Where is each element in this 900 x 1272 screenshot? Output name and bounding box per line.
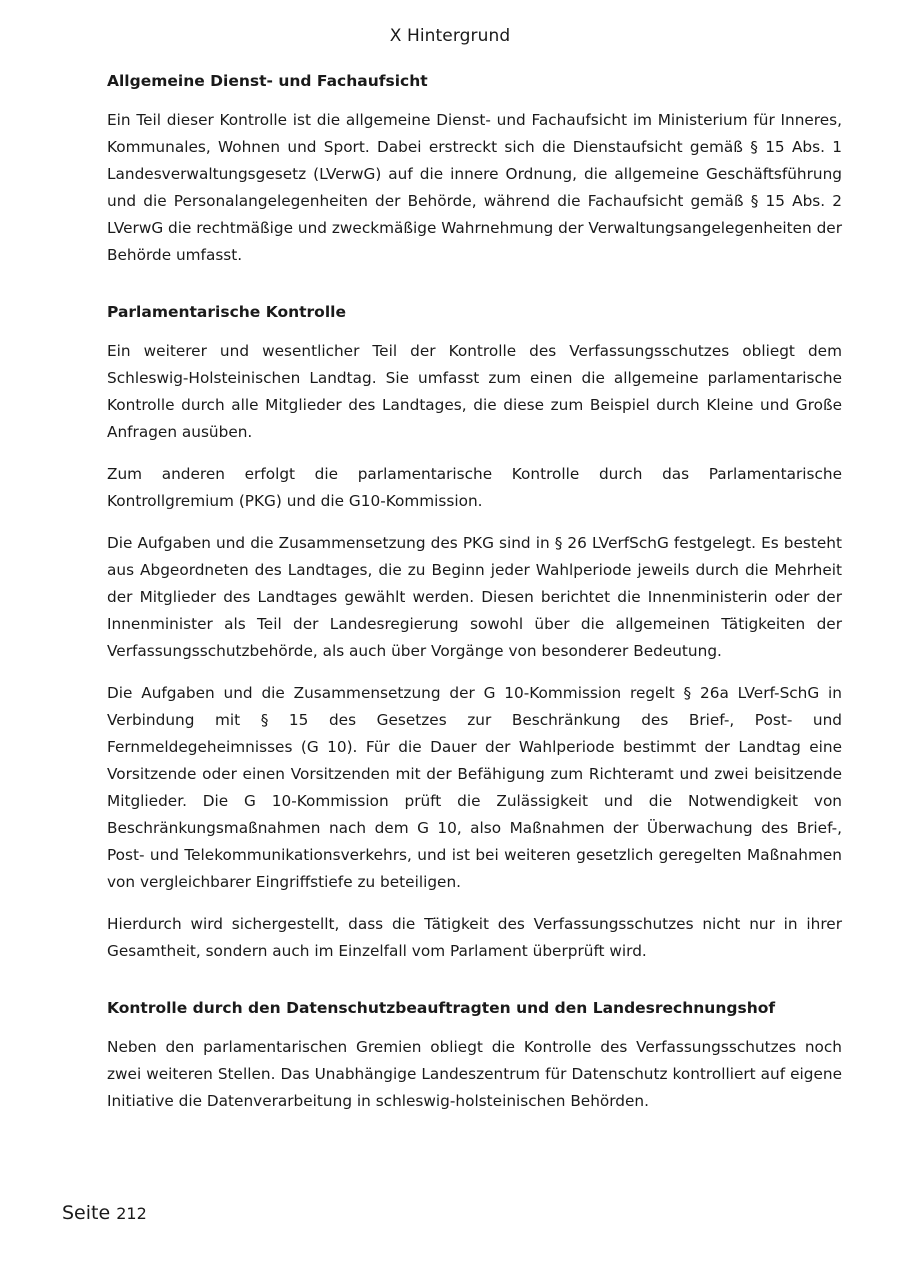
section-heading: Allgemeine Dienst- und Fachaufsicht xyxy=(107,72,428,90)
section-parlamentarische-kontrolle xyxy=(107,299,842,965)
section-datenschutz-rechnungshof xyxy=(107,995,842,1115)
paragraph: Ein Teil dieser Kontrolle ist die allgemeine Dienst- und Fachaufsicht im Ministerium für Inneres, Kommunales, Wohnen und Sport. Dabei erstreckt sich die Dienstaufsicht gemäß § 15 Abs. 1 Landesverwaltungsgesetz (LVerwG) auf die innere Ordnung, die allgemeine Geschäftsführung und die Personalangelegenheiten der Behörde, während die Fachaufsicht gemäß § 15 Abs. 2 LVerwG die rechtmäßige und zweckmäßige Wahrnehmung der Verwaltungsangelegenheiten der Behörde umfasst. xyxy=(107,111,842,264)
section-dienst-fachaufsicht xyxy=(107,68,842,269)
section-heading: Parlamentarische Kontrolle xyxy=(107,303,346,321)
section-heading: Kontrolle durch den Datenschutzbeauftragten und den Landesrechnungshof xyxy=(107,999,776,1017)
page-body xyxy=(107,68,842,1145)
paragraph: Zum anderen erfolgt die parlamentarische Kontrolle durch das Parlamentarische Kontrollgremium (PKG) und die G10-Kommission. xyxy=(107,465,842,510)
paragraph: Die Aufgaben und die Zusammensetzung des PKG sind in § 26 LVerfSchG festgelegt. Es besteht aus Abgeordneten des Landtages, die zu Beginn jeder Wahlperiode jeweils durch die Mehrheit der Mitglieder des Landtages gewählt werden. Diesen berichtet die Innenministerin oder der Innenminister als Teil der Landesregierung sowohl über die allgemeinen Tätigkeiten der Verfassungsschutzbehörde, als auch über Vorgänge von besonderer Bedeutung. xyxy=(107,534,842,660)
paragraph: Ein weiterer und wesentlicher Teil der Kontrolle des Verfassungsschutzes obliegt dem Schleswig-Holsteinischen Landtag. Sie umfasst zum einen die allgemeine parlamentarische Kontrolle durch alle Mitglieder des Landtages, die diese zum Beispiel durch Kleine und Große Anfragen ausüben. xyxy=(107,342,842,441)
paragraph: Neben den parlamentarischen Gremien obliegt die Kontrolle des Verfassungsschutzes noch zwei weiteren Stellen. Das Unabhängige Landeszentrum für Datenschutz kontrolliert auf eigene Initiative die Datenverarbeitung in schleswig-holsteinischen Behörden. xyxy=(107,1038,842,1110)
paragraph: Hierdurch wird sichergestellt, dass die Tätigkeit des Verfassungsschutzes nicht nur in ihrer Gesamtheit, sondern auch im Einzelfall vom Parlament überprüft wird. xyxy=(107,915,842,960)
page-footer xyxy=(62,1200,147,1227)
page-number: 212 xyxy=(116,1204,147,1223)
running-header: X Hintergrund xyxy=(389,26,511,46)
paragraph: Die Aufgaben und die Zusammensetzung der G 10-Kommission regelt § 26a LVerf-SchG in Verbindung mit § 15 des Gesetzes zur Beschränkung des Brief-, Post- und Fernmeldegeheimnisses (G 10). Für die Dauer der Wahlperiode bestimmt der Landtag eine Vorsitzende oder einen Vorsitzenden mit der Befähigung zum Richteramt und zwei beisitzende Mitglieder. Die G 10-Kommission prüft die Zulässigkeit und die Notwendigkeit von Beschränkungsmaßnahmen nach dem G 10, also Maßnahmen der Überwachung des Brief-, Post- und Telekommunikationsverkehrs, und ist bei weiteren gesetzlich geregelten Maßnahmen von vergleichbarer Eingriffstiefe zu beteiligen. xyxy=(107,684,842,891)
page-label: Seite xyxy=(62,1202,111,1224)
